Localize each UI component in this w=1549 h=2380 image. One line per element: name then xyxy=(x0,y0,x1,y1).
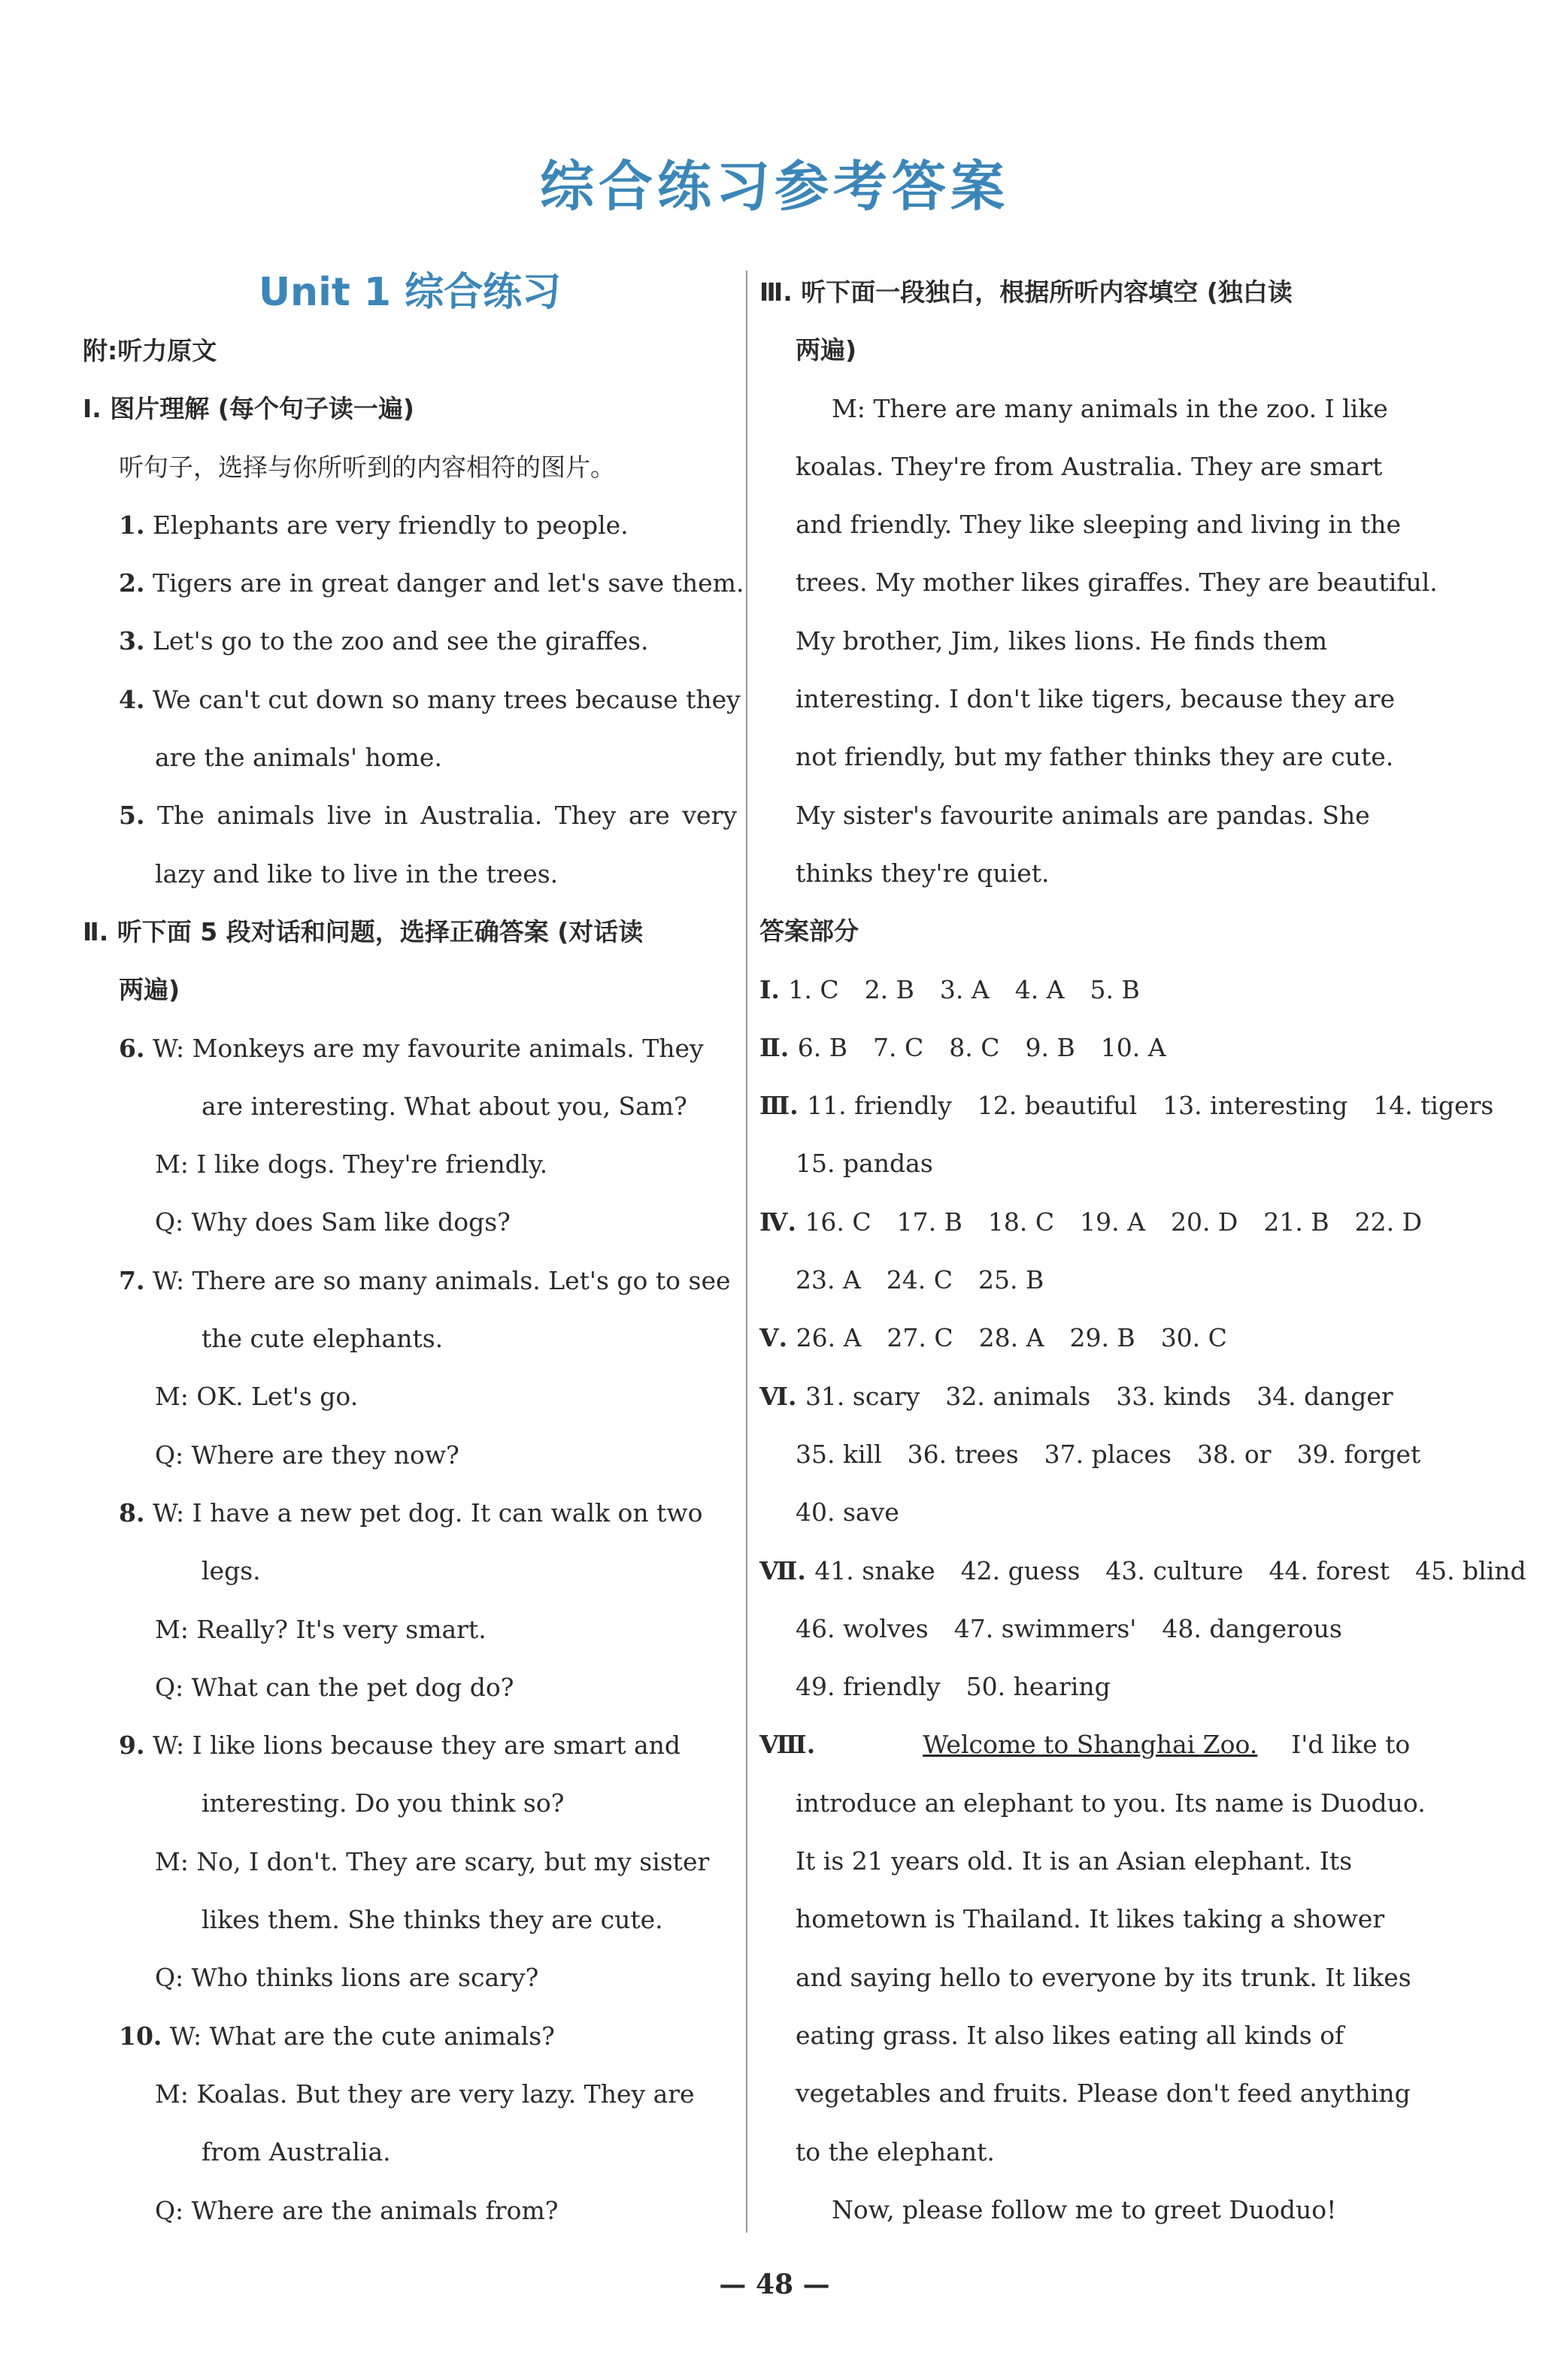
writing-line-7: vegetables and fruits. Please don't feed anything xyxy=(796,2079,1411,2109)
monologue-line-2: koalas. They're from Australia. They are smart xyxy=(796,451,1383,481)
answers-row-5: Ⅴ. 26. A 27. C 28. A 29. B 30. C xyxy=(759,1323,1227,1353)
dialogue-8-question: Q: What can the pet dog do? xyxy=(155,1672,514,1702)
writing-line-6: eating grass. It also likes eating all kinds of xyxy=(796,2020,1344,2050)
section-2-heading: Ⅱ. 听下面 5 段对话和问题，选择正确答案 (对话读 xyxy=(83,916,644,946)
sentence-3: 3. Let's go to the zoo and see the giraffes. xyxy=(119,626,649,656)
writing-line-4: hometown is Thailand. It likes taking a shower xyxy=(796,1904,1385,1934)
dialogue-10-reply-cont: from Australia. xyxy=(202,2137,391,2167)
answers-row-6-cont: 35. kill 36. trees 37. places 38. or 39. forget xyxy=(796,1439,1421,1469)
answers-row-1: Ⅰ. 1. C 2. B 3. A 4. A 5. B xyxy=(759,974,1140,1004)
section-2-heading-cont: 两遍) xyxy=(119,975,180,1005)
monologue-line-9: thinks they're quiet. xyxy=(796,858,1050,888)
dialogue-9: 9. W: I like lions because they are smart and xyxy=(119,1730,681,1761)
writing-line-3: It is 21 years old. It is an Asian elephant. Its xyxy=(796,1846,1353,1876)
writing-line-2: introduce an elephant to you. Its name is Duoduo. xyxy=(796,1788,1426,1818)
dialogue-6-cont: are interesting. What about you, Sam? xyxy=(202,1091,687,1121)
dialogue-7-cont: the cute elephants. xyxy=(202,1324,444,1354)
answers-row-7: Ⅶ. 41. snake 42. guess 43. culture 44. forest 45. blind xyxy=(759,1555,1526,1585)
writing-line-8: to the elephant. xyxy=(796,2136,995,2167)
sentence-4: 4. We can't cut down so many trees because they xyxy=(119,684,741,714)
sentence-2: 2. Tigers are in great danger and let's save them. xyxy=(119,568,744,598)
dialogue-6: 6. W: Monkeys are my favourite animals. They xyxy=(119,1033,704,1063)
monologue-line-4: trees. My mother likes giraffes. They are beautiful. xyxy=(796,568,1438,598)
dialogue-8-reply: M: Really? It's very smart. xyxy=(155,1614,487,1644)
monologue-line-7: not friendly, but my father thinks they are cute. xyxy=(796,742,1394,772)
answers-row-3-cont: 15. pandas xyxy=(796,1149,933,1179)
appendix-heading: 附:听力原文 xyxy=(83,336,217,365)
answers-row-6-cont2: 40. save xyxy=(796,1497,899,1528)
writing-line-9: Now, please follow me to greet Duoduo! xyxy=(832,2194,1337,2224)
writing-line-5: and saying hello to everyone by its trunk. It likes xyxy=(796,1962,1411,1992)
monologue-line-3: and friendly. They like sleeping and living in the xyxy=(796,510,1401,540)
section-3-heading-cont: 两遍) xyxy=(796,335,857,365)
page-number: — 48 — xyxy=(719,2269,830,2300)
section-1-instruction: 听句子，选择与你所听到的内容相符的图片。 xyxy=(119,452,615,482)
dialogue-9-question: Q: Who thinks lions are scary? xyxy=(155,1963,539,1993)
column-divider xyxy=(746,271,747,2233)
sentence-1: 1. Elephants are very friendly to people. xyxy=(119,510,629,540)
dialogue-8-cont: legs. xyxy=(202,1556,261,1586)
dialogue-6-reply: M: I like dogs. They're friendly. xyxy=(155,1149,548,1179)
answers-heading: 答案部分 xyxy=(759,916,859,946)
monologue-line-8: My sister's favourite animals are pandas. She xyxy=(796,800,1370,830)
answers-row-7-cont: 46. wolves 47. swimmers' 48. dangerous xyxy=(796,1613,1342,1643)
dialogue-7: 7. W: There are so many animals. Let's go to see xyxy=(119,1265,731,1295)
dialogue-10-question: Q: Where are the animals from? xyxy=(155,2195,559,2225)
right-column xyxy=(759,263,1526,2239)
dialogue-10-reply: M: Koalas. But they are very lazy. They are xyxy=(155,2079,695,2109)
monologue-line-1: M: There are many animals in the zoo. I like xyxy=(832,393,1388,423)
sentence-5: 5. The animals live in Australia. They are very xyxy=(119,801,737,831)
dialogue-8: 8. W: I have a new pet dog. It can walk on two xyxy=(119,1497,703,1528)
writing-line-1: Ⅷ. Welcome to Shanghai Zoo. I'd like to xyxy=(759,1730,1411,1760)
monologue-line-5: My brother, Jim, likes lions. He finds them xyxy=(796,625,1328,656)
dialogue-9-reply-cont: likes them. She thinks they are cute. xyxy=(202,1905,663,1935)
section-1-heading: Ⅰ. 图片理解 (每个句子读一遍) xyxy=(83,394,414,424)
page-title: 综合练习参考答案 xyxy=(539,155,1009,218)
left-column xyxy=(83,263,744,2239)
monologue-line-6: interesting. I don't like tigers, because they are xyxy=(796,684,1396,714)
dialogue-10: 10. W: What are the cute animals? xyxy=(119,2021,555,2051)
answers-row-2: Ⅱ. 6. B 7. C 8. C 9. B 10. A xyxy=(759,1032,1166,1062)
dialogue-9-reply: M: No, I don't. They are scary, but my sister xyxy=(155,1846,710,1876)
unit-title: Unit 1 综合练习 xyxy=(258,270,562,315)
section-3-heading: Ⅲ. 听下面一段独白，根据所听内容填空 (独白读 xyxy=(759,277,1293,307)
answers-row-4-cont: 23. A 24. C 25. B xyxy=(796,1265,1044,1295)
dialogue-7-question: Q: Where are they now? xyxy=(155,1440,459,1470)
sentence-4-cont: are the animals' home. xyxy=(155,743,442,773)
answers-row-4: Ⅳ. 16. C 17. B 18. C 19. A 20. D 21. B 22. D xyxy=(759,1207,1423,1237)
dialogue-6-question: Q: Why does Sam like dogs? xyxy=(155,1207,511,1237)
dialogue-9-cont: interesting. Do you think so? xyxy=(202,1788,565,1818)
answers-row-6: Ⅵ. 31. scary 32. animals 33. kinds 34. danger xyxy=(759,1381,1393,1411)
answers-row-3: Ⅲ. 11. friendly 12. beautiful 13. interesting 14. tigers xyxy=(759,1091,1494,1121)
dialogue-7-reply: M: OK. Let's go. xyxy=(155,1382,359,1412)
answers-row-7-cont2: 49. friendly 50. hearing xyxy=(796,1672,1111,1702)
sentence-5-cont: lazy and like to live in the trees. xyxy=(155,858,559,889)
